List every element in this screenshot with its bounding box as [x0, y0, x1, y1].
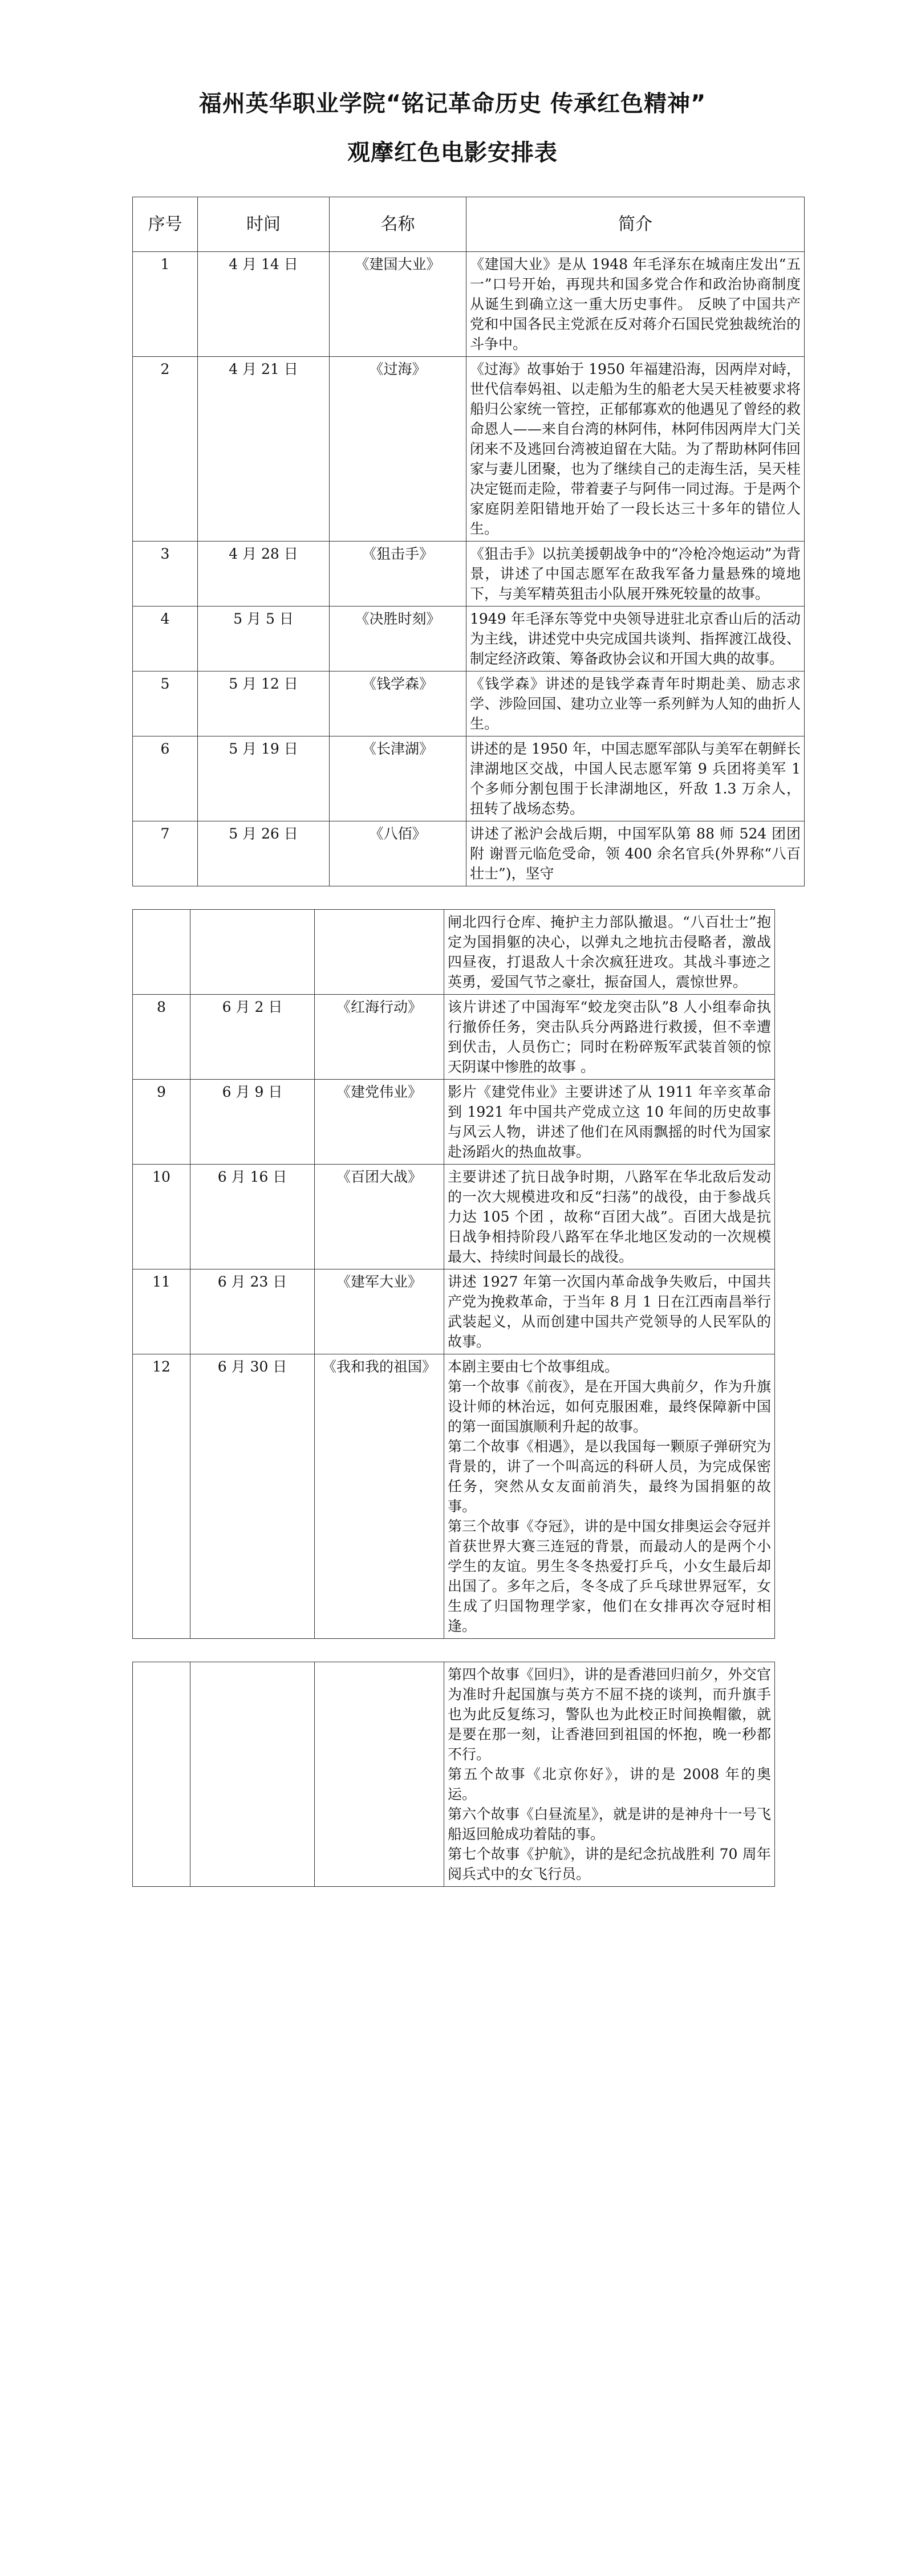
- table-row: [133, 1354, 775, 1639]
- row-no: 5: [133, 672, 198, 736]
- intro-paragraph: 第二个故事《相遇》，是以我国每一颗原子弹研究为背景的，讲了一个叫高远的科研人员，为完成保密任务，突然从女友面前消失，最终为国捐躯的故事。: [448, 1438, 771, 1515]
- row-intro: [444, 1662, 775, 1887]
- row-intro: [444, 1080, 775, 1165]
- row-date: 5 月 5 日: [198, 607, 330, 672]
- table-row: [133, 1165, 775, 1269]
- row-name: 《过海》: [330, 357, 466, 542]
- row-intro: [466, 607, 805, 672]
- table-row: [133, 910, 775, 995]
- row-no: 2: [133, 357, 198, 542]
- intro-paragraph: 闸北四行仓库、掩护主力部队撤退。“八百壮士”抱定为国捐躯的决心，以弹丸之地抗击侵略者，激战四昼夜，打退敌人十余次疯狂进攻。其战斗事迹之英勇，爱国气节之豪壮，振奋国人，震惊世界。: [448, 914, 771, 990]
- intro-paragraph: 第一个故事《前夜》，是在开国大典前夕，作为升旗设计师的林治远，如何克服困难，最终保障新中国的第一面国旗顺利升起的故事。: [448, 1378, 771, 1435]
- row-intro: [444, 1165, 775, 1269]
- row-name: [315, 1662, 444, 1887]
- row-intro: [444, 910, 775, 995]
- row-date: 4 月 14 日: [198, 252, 330, 357]
- header-intro: 简介: [466, 197, 805, 252]
- document-subtitle: 观摩红色电影安排表: [347, 140, 558, 166]
- row-name: 《百团大战》: [315, 1165, 444, 1269]
- row-intro: [466, 357, 805, 542]
- intro-paragraph: 讲述 1927 年第一次国内革命战争失败后，中国共产党为挽救革命，于当年 8 月 1 日在江西南昌举行武装起义，从而创建中国共产党领导的人民军队的故事。: [448, 1273, 771, 1350]
- intro-paragraph: 该片讲述了中国海军“蛟龙突击队”8 人小组奉命执行撤侨任务，突击队兵分两路进行救援，但不幸遭到伏击，人员伤亡；同时在粉碎叛军武装首领的惊天阴谋中惨胜的故事 。: [448, 999, 771, 1075]
- table-row: [133, 821, 805, 886]
- row-date: 6 月 9 日: [190, 1080, 315, 1165]
- table-header-row: [133, 197, 805, 252]
- row-intro: [466, 252, 805, 357]
- row-no: 11: [133, 1269, 190, 1354]
- row-date: [190, 910, 315, 995]
- row-name: 《红海行动》: [315, 995, 444, 1080]
- row-date: 6 月 23 日: [190, 1269, 315, 1354]
- row-date: 5 月 19 日: [198, 736, 330, 821]
- document-title: 福州英华职业学院“铭记革命历史 传承红色精神”: [198, 91, 707, 117]
- row-date: 5 月 12 日: [198, 672, 330, 736]
- row-intro: [466, 542, 805, 607]
- row-date: 4 月 21 日: [198, 357, 330, 542]
- intro-paragraph: 1949 年毛泽东等党中央领导进驻北京香山后的活动为主线，讲述党中央完成国共谈判、指挥渡江战役、制定经济政策、筹备政协会议和开国大典的故事。: [470, 611, 801, 667]
- row-intro: [444, 1269, 775, 1354]
- header-date: 时间: [198, 197, 330, 252]
- row-date: [190, 1662, 315, 1887]
- row-no: [133, 910, 190, 995]
- row-no: 4: [133, 607, 198, 672]
- header-no: 序号: [133, 197, 198, 252]
- header-name: 名称: [330, 197, 466, 252]
- row-intro: [444, 1354, 775, 1639]
- intro-paragraph: 《狙击手》以抗美援朝战争中的“冷枪冷炮运动”为背景，讲述了中国志愿军在敌我军备力量悬殊的境地下，与美军精英狙击小队展开殊死较量的故事。: [470, 546, 801, 602]
- row-no: 1: [133, 252, 198, 357]
- row-no: 6: [133, 736, 198, 821]
- row-no: 9: [133, 1080, 190, 1165]
- table-row: [133, 995, 775, 1080]
- intro-paragraph: 第五个故事《北京你好》，讲的是 2008 年的奥运。: [448, 1766, 771, 1802]
- intro-paragraph: 《过海》故事始于 1950 年福建沿海，因两岸对峙，世代信奉妈祖、以走船为生的船老大吴天桂被要求将船归公家统一管控，正郁郁寡欢的他遇见了曾经的救命恩人——来自台湾的林阿伟，林阿伟因两岸大门关闭来不及逃回台湾被迫留在大陆。为了帮助林阿伟回家与妻儿团聚，也为了继续自己的走海生活，吴天桂决定铤而走险，带着妻子与阿伟一同过海。于是两个家庭阴差阳错地开始了一段长达三十多年的错位人生。: [470, 361, 801, 537]
- row-name: 《建军大业》: [315, 1269, 444, 1354]
- intro-paragraph: 《钱学森》讲述的是钱学森青年时期赴美、励志求学、涉险回国、建功立业等一系列鲜为人知的曲折人生。: [470, 675, 801, 732]
- row-name: 《钱学森》: [330, 672, 466, 736]
- intro-paragraph: 本剧主要由七个故事组成。: [448, 1358, 619, 1375]
- row-no: [133, 1662, 190, 1887]
- row-no: 3: [133, 542, 198, 607]
- table-row: [133, 672, 805, 736]
- intro-paragraph: 《建国大业》是从 1948 年毛泽东在城南庄发出“五一”口号开始，再现共和国多党合作和政治协商制度从诞生到确立这一重大历史事件。 反映了中国共产党和中国各民主党派在反对蒋介石国民党独裁统治的斗争中。: [470, 256, 801, 352]
- intro-paragraph: 第七个故事《护航》，讲的是纪念抗战胜利 70 周年阅兵式中的女飞行员。: [448, 1846, 771, 1882]
- table-row: [133, 357, 805, 542]
- table-row: [133, 1080, 775, 1165]
- row-date: 5 月 26 日: [198, 821, 330, 886]
- table-row: [133, 736, 805, 821]
- intro-paragraph: 讲述了淞沪会战后期，中国军队第 88 师 524 团团附 谢晋元临危受命，领 400 余名官兵(外界称“八百壮士”)，坚守: [470, 825, 801, 882]
- row-no: 10: [133, 1165, 190, 1269]
- row-name: 《建国大业》: [330, 252, 466, 357]
- row-name: 《八佰》: [330, 821, 466, 886]
- page-break: [133, 1639, 775, 1662]
- intro-paragraph: 主要讲述了抗日战争时期，八路军在华北敌后发动的一次大规模进攻和反“扫荡”的战役，由于参战兵力达 105 个团 ，故称“百团大战”。百团大战是抗日战争相持阶段八路军在华北地区发动的一次规模最大、持续时间最长的战役。: [448, 1169, 771, 1265]
- row-date: 4 月 28 日: [198, 542, 330, 607]
- table-row: [133, 542, 805, 607]
- schedule-table-continued: [132, 909, 775, 1887]
- row-no: 8: [133, 995, 190, 1080]
- row-name: 《我和我的祖国》: [315, 1354, 444, 1639]
- row-date: 6 月 30 日: [190, 1354, 315, 1639]
- row-name: [315, 910, 444, 995]
- table-row: [133, 1662, 775, 1887]
- row-date: 6 月 16 日: [190, 1165, 315, 1269]
- row-intro: [466, 672, 805, 736]
- table-row: [133, 607, 805, 672]
- row-name: 《狙击手》: [330, 542, 466, 607]
- intro-paragraph: 第六个故事《白昼流星》，就是讲的是神舟十一号飞船返回舱成功着陆的事。: [448, 1806, 771, 1842]
- row-intro: [444, 995, 775, 1080]
- table-row: [133, 1269, 775, 1354]
- row-name: 《决胜时刻》: [330, 607, 466, 672]
- row-date: 6 月 2 日: [190, 995, 315, 1080]
- row-no: 7: [133, 821, 198, 886]
- intro-paragraph: 影片《建党伟业》主要讲述了从 1911 年辛亥革命到 1921 年中国共产党成立这 10 年间的历史故事与风云人物，讲述了他们在风雨飘摇的时代为国家赴汤蹈火的热血故事。: [448, 1084, 771, 1160]
- schedule-table: [132, 197, 805, 886]
- table-row: [133, 252, 805, 357]
- row-name: 《建党伟业》: [315, 1080, 444, 1165]
- row-intro: [466, 736, 805, 821]
- row-name: 《长津湖》: [330, 736, 466, 821]
- row-intro: [466, 821, 805, 886]
- row-no: 12: [133, 1354, 190, 1639]
- intro-paragraph: 第三个故事《夺冠》，讲的是中国女排奥运会夺冠并首获世界大赛三连冠的背景，而最动人的是两个小学生的友谊。男生冬冬热爱打乒乓，小女生最后却出国了。多年之后，冬冬成了乒乓球世界冠军，女生成了归国物理学家，他们在女排再次夺冠时相逢。: [448, 1518, 771, 1634]
- intro-paragraph: 第四个故事《回归》，讲的是香港回归前夕，外交官为准时升起国旗与英方不屈不挠的谈判，而升旗手也为此反复练习，警队也为此校正时间换帽徽，就是要在那一刻，让香港回到祖国的怀抱，晚一秒都不行。: [448, 1666, 771, 1763]
- intro-paragraph: 讲述的是 1950 年，中国志愿军部队与美军在朝鲜长津湖地区交战，中国人民志愿军第 9 兵团将美军 1 个多师分割包围于长津湖地区，歼敌 1.3 万余人，扭转了战场态势。: [470, 740, 801, 817]
